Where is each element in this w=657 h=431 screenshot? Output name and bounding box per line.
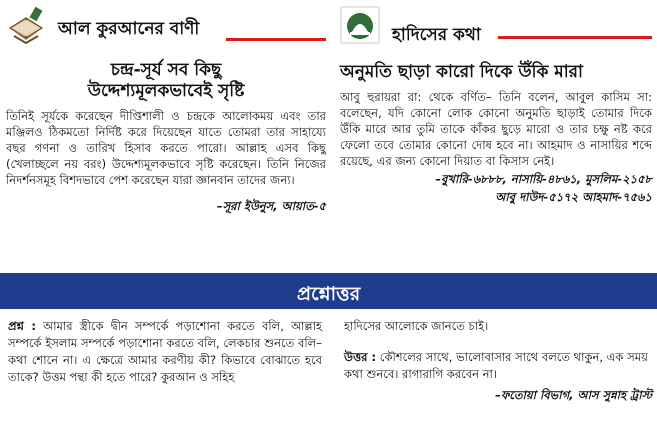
- quran-section-header: [6, 6, 326, 46]
- answer-label: উত্তর :: [344, 350, 377, 364]
- quran-header-rule: [226, 38, 326, 41]
- qa-answer: [344, 349, 652, 383]
- quran-headline-line2: উদ্দেশ্যমূলকভাবেই সৃষ্টি: [87, 81, 245, 101]
- answer-text: কৌশলের সাথে, ভালোবাসার সাথে বলতে থাকুন, এক সময় কথা শুনবে। রাগারাগি করবেন না।: [344, 350, 648, 381]
- hadith-source-line2: আবু দাউদ-৫১৭২ আহমাদ-৭৫৬১: [495, 190, 652, 204]
- hadith-source-line1: –বুখারি-৬৮৮৮, নাসায়ি-৪৮৬১, মুসলিম-২১৫৮: [435, 172, 652, 186]
- hadith-column: [340, 6, 652, 205]
- quran-column: [6, 6, 326, 214]
- qa-source: –ফতোয়া বিভাগ, আস সুন্নাহ ট্রাস্ট: [495, 388, 652, 402]
- question-label: প্রশ্ন :: [8, 319, 36, 333]
- qa-answer-column: [344, 318, 652, 403]
- qa-question: [8, 318, 322, 386]
- qa-title: প্রশ্নোত্তর: [296, 283, 361, 305]
- quran-section-title: আল কুরআনের বাণী: [58, 19, 200, 39]
- quran-book-icon: [6, 6, 46, 44]
- mosque-icon: [340, 6, 380, 44]
- hadith-headline: অনুমতি ছাড়া কারো দিকে উঁকি মারা: [340, 62, 583, 82]
- quran-headline: [6, 60, 326, 102]
- quran-body: তিনিই সূর্যকে করেছেন দীপ্তিশালী ও চন্দ্রকে আলোকময় এবং তার মঞ্জিলও ঠিকমতো নির্দিষ্ট করে দিয়েছেন যাতে তোমরা তার সাহায্যে বছর গণনা ও তারিখ হিসাব করতে পারো। আল্লাহ এসব কিছু (খেলাচ্ছলে নয় বরং) উদ্দেশ্যমূলকভাবে সৃষ্টি করেছেন। তিনি নিজের নিদর্শনসমূহ বিশদভাবে পেশ করেছেন যারা জ্ঞানবান তাদের জন্য।: [6, 109, 326, 187]
- hadith-body: আবু হুরায়রা রা: থেকে বর্ণিত– তিনি বলেন, আবুল কাসিম সা: বলেছেন, যদি কোনো লোক কোনো অনুমতি ছাড়াই তোমার দিকে উঁকি মারে আর তুমি তাকে কাঁকর ছুড়ে মারো ও তার চক্ষু নষ্ট করে ফেলো তবে তোমার কোনো দোষ হবে না। আহমাদ ও নাসায়ির শব্দে রয়েছে, এর জন্য কোনো দিয়াত বা কিসাস নেই।: [340, 90, 652, 168]
- question-continued: হাদিসের আলোকে জানতে চাই।: [344, 319, 489, 333]
- hadith-header-rule: [498, 36, 652, 39]
- question-text: আমার স্ত্রীকে দ্বীন সম্পর্কে পড়াশোনা করতে বলি, আল্লাহ সম্পর্কে ইসলাম সম্পর্কে পড়াশোনা করতে বলি, লেকচার শুনতে বলি– কথা শোনে না। এ ক্ষেত্রে আমার করণীয় কী? কিভাবে বোঝাতে হবে তাকে? উত্তম পন্থা কী হতে পারে? কুরআন ও সহিহ: [8, 319, 322, 384]
- qa-banner: [0, 273, 657, 309]
- hadith-section-header: [340, 6, 652, 46]
- quran-source: –সূরা ইউনুস, আয়াত-৫: [216, 199, 326, 213]
- hadith-section-title: হাদিসের কথা: [392, 25, 481, 45]
- quran-headline-line1: চন্দ্র-সূর্য সব কিছু: [110, 60, 222, 80]
